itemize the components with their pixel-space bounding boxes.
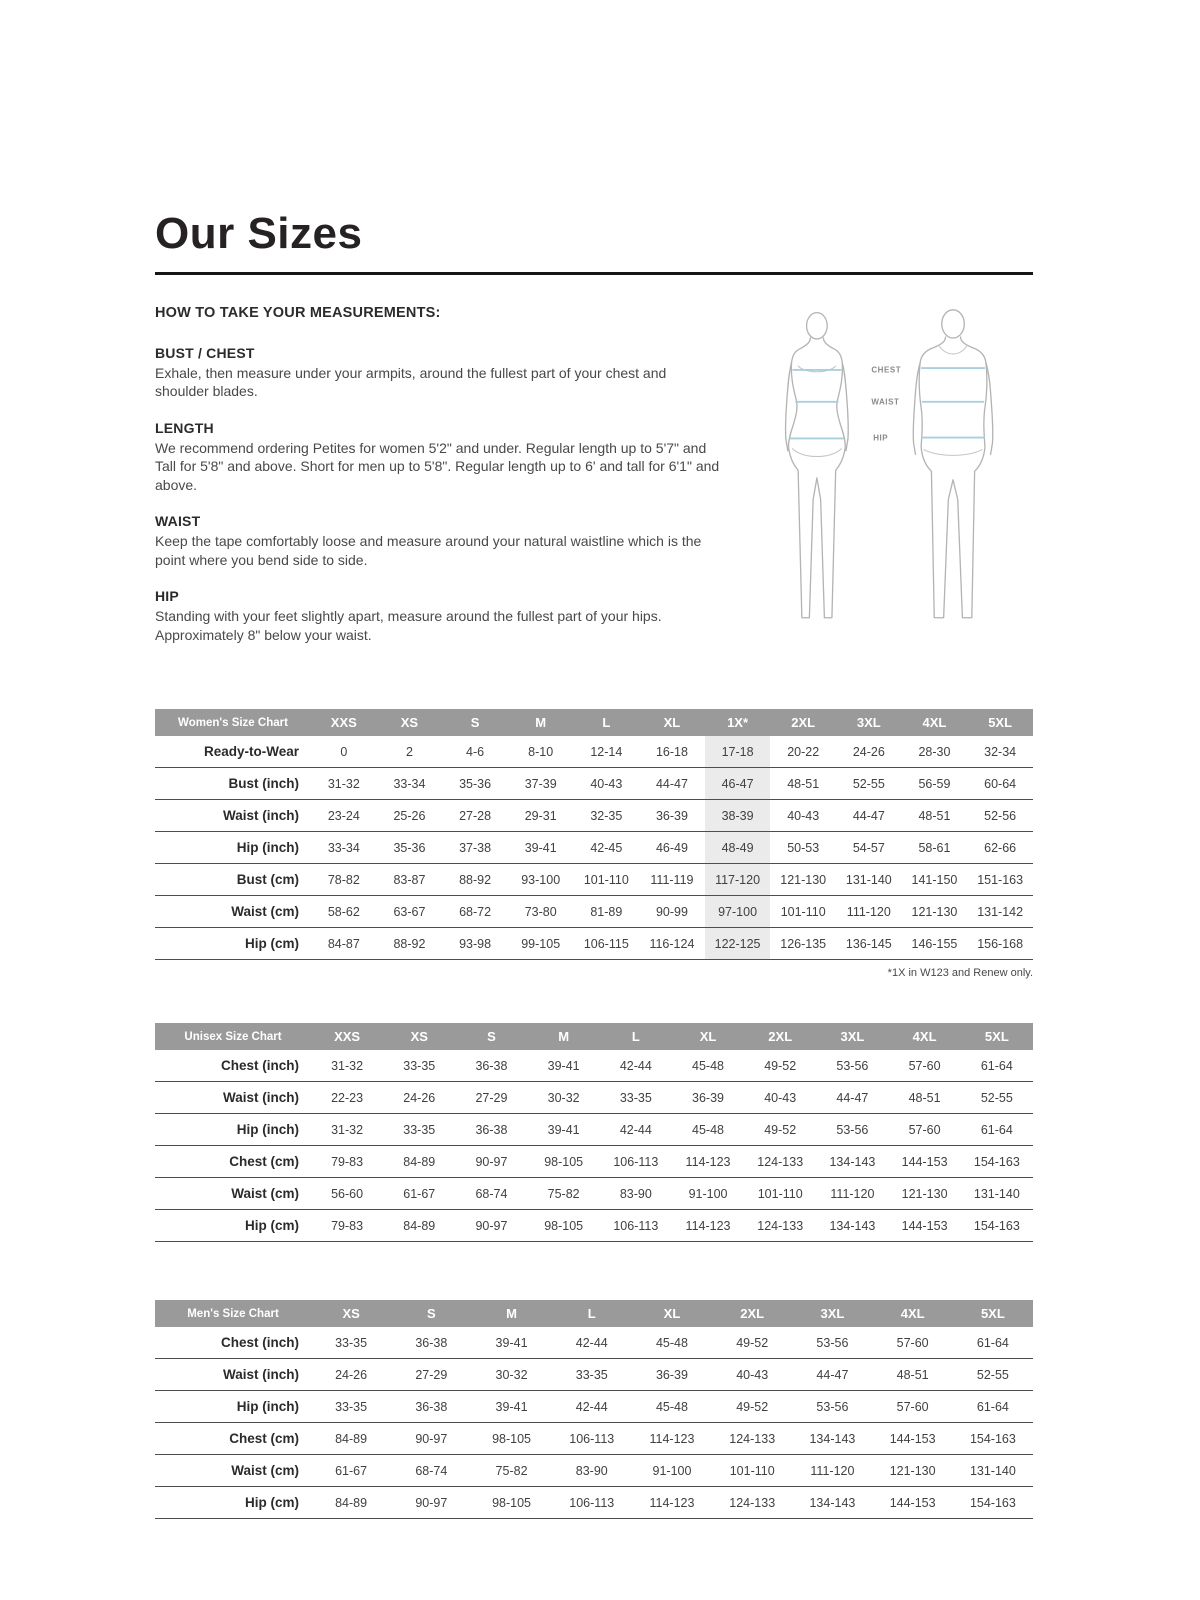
size-column-header: XL	[639, 709, 705, 736]
size-value-cell: 31-32	[327, 776, 360, 791]
measurement-instructions	[155, 305, 720, 663]
table-row	[155, 896, 1033, 928]
size-column-header: 2XL	[712, 1300, 792, 1327]
size-value-cell: 83-87	[393, 872, 426, 887]
table-row	[155, 1391, 1033, 1423]
table-row	[155, 1082, 1033, 1114]
size-value-cell: 84-89	[403, 1154, 436, 1169]
size-value-cell: 48-51	[908, 1090, 941, 1105]
size-value-cell: 97-100	[705, 896, 771, 928]
size-value-cell: 30-32	[547, 1090, 580, 1105]
size-value-cell: 42-44	[575, 1335, 608, 1350]
womens-size-chart	[155, 709, 1033, 960]
size-value-cell: 39-41	[547, 1058, 580, 1073]
size-value-cell: 33-35	[335, 1399, 368, 1414]
size-value-cell: 17-18	[705, 736, 771, 768]
size-value-cell: 40-43	[764, 1090, 797, 1105]
size-value-cell: 48-49	[705, 832, 771, 864]
size-value-cell: 61-64	[976, 1399, 1009, 1414]
size-value-cell: 124-133	[757, 1154, 804, 1169]
size-column-header: XL	[672, 1023, 744, 1050]
table-row	[155, 1487, 1033, 1519]
size-column-header: L	[574, 709, 640, 736]
size-value-cell: 134-143	[829, 1154, 876, 1169]
size-value-cell: 33-35	[403, 1122, 436, 1137]
size-value-cell: 61-64	[980, 1058, 1013, 1073]
title-divider	[155, 272, 1033, 275]
size-value-cell: 46-49	[655, 840, 688, 855]
size-value-cell: 56-59	[918, 776, 951, 791]
size-value-cell: 50-53	[787, 840, 820, 855]
bust-chest-text: Exhale, then measure under your armpits, around the fullest part of your chest and shoulder blades.	[155, 365, 667, 400]
size-value-cell: 49-52	[736, 1399, 769, 1414]
size-value-cell: 36-38	[475, 1058, 508, 1073]
row-label: Hip (inch)	[236, 1399, 299, 1415]
body-figures-illustration	[751, 307, 1033, 645]
size-value-cell: 42-44	[619, 1058, 652, 1073]
hip-label: HIP	[873, 433, 889, 443]
size-value-cell: 33-35	[619, 1090, 652, 1105]
size-value-cell: 52-56	[984, 808, 1017, 823]
male-figure-outline	[913, 310, 993, 618]
size-value-cell: 98-105	[492, 1495, 532, 1510]
size-value-cell: 54-57	[852, 840, 885, 855]
size-value-cell: 36-39	[655, 1367, 688, 1382]
measurement-section-length	[155, 420, 720, 494]
waist-heading: WAIST	[155, 513, 201, 530]
size-value-cell: 121-130	[901, 1186, 948, 1201]
size-value-cell: 44-47	[655, 776, 688, 791]
size-column-header: M	[528, 1023, 600, 1050]
size-value-cell: 114-123	[685, 1154, 731, 1169]
size-value-cell: 90-97	[475, 1154, 508, 1169]
size-value-cell: 116-124	[649, 936, 695, 951]
size-value-cell: 39-41	[547, 1122, 580, 1137]
size-column-header: S	[455, 1023, 527, 1050]
size-value-cell: 122-125	[705, 928, 771, 960]
size-value-cell: 79-83	[331, 1154, 364, 1169]
size-value-cell: 78-82	[327, 872, 360, 887]
table-header-row	[155, 1023, 1033, 1050]
size-value-cell: 144-153	[889, 1495, 936, 1510]
size-value-cell: 126-135	[780, 936, 827, 951]
size-column-header: 5XL	[961, 1023, 1033, 1050]
size-value-cell: 144-153	[901, 1218, 948, 1233]
measurement-section-waist	[155, 513, 720, 569]
size-value-cell: 91-100	[688, 1186, 728, 1201]
size-value-cell: 36-38	[415, 1399, 448, 1414]
size-column-header: XXS	[311, 709, 377, 736]
size-value-cell: 48-51	[787, 776, 820, 791]
size-value-cell: 16-18	[655, 744, 688, 759]
hip-text: Standing with your feet slightly apart, measure around the fullest part of your hips. Approximately 8" below your waist.	[155, 608, 662, 643]
table-row	[155, 1423, 1033, 1455]
size-value-cell: 24-26	[852, 744, 885, 759]
size-value-cell: 61-67	[403, 1186, 436, 1201]
size-value-cell: 8-10	[528, 744, 554, 759]
size-value-cell: 141-150	[911, 872, 958, 887]
size-value-cell: 57-60	[908, 1058, 941, 1073]
size-value-cell: 144-153	[901, 1154, 948, 1169]
row-label: Bust (inch)	[228, 776, 299, 792]
size-column-header: L	[600, 1023, 672, 1050]
size-value-cell: 36-39	[692, 1090, 725, 1105]
size-value-cell: 20-22	[787, 744, 820, 759]
size-value-cell: 151-163	[977, 872, 1024, 887]
size-value-cell: 57-60	[908, 1122, 941, 1137]
size-value-cell: 111-120	[846, 904, 891, 919]
size-value-cell: 134-143	[809, 1495, 856, 1510]
size-value-cell: 37-39	[524, 776, 557, 791]
size-value-cell: 131-140	[845, 872, 892, 887]
size-value-cell: 45-48	[655, 1335, 688, 1350]
size-value-cell: 111-119	[650, 872, 694, 887]
body-figures	[751, 307, 1033, 663]
bust-chest-heading: BUST / CHEST	[155, 345, 255, 361]
size-value-cell: 106-113	[613, 1218, 659, 1233]
size-value-cell: 156-168	[977, 936, 1024, 951]
row-label: Chest (cm)	[229, 1431, 299, 1447]
size-value-cell: 88-92	[459, 872, 492, 887]
size-value-cell: 99-105	[521, 936, 561, 951]
size-column-header: 3XL	[816, 1023, 888, 1050]
size-value-cell: 31-32	[331, 1058, 364, 1073]
row-label: Bust (cm)	[236, 872, 299, 888]
size-value-cell: 23-24	[327, 808, 360, 823]
size-value-cell: 53-56	[816, 1399, 849, 1414]
size-value-cell: 61-64	[980, 1122, 1013, 1137]
size-value-cell: 30-32	[495, 1367, 528, 1382]
size-value-cell: 68-74	[475, 1186, 508, 1201]
size-value-cell: 27-28	[459, 808, 492, 823]
size-value-cell: 25-26	[393, 808, 426, 823]
size-value-cell: 40-43	[787, 808, 820, 823]
size-value-cell: 146-155	[911, 936, 958, 951]
chest-label: CHEST	[871, 365, 902, 375]
measurement-section-bust	[155, 345, 720, 401]
hip-heading: HIP	[155, 588, 179, 605]
size-column-header: 4XL	[889, 1023, 961, 1050]
table-row	[155, 768, 1033, 800]
size-value-cell: 33-35	[403, 1058, 436, 1073]
size-column-header: XS	[377, 709, 443, 736]
size-guide-page	[155, 0, 1033, 1519]
size-value-cell: 106-113	[613, 1154, 659, 1169]
table-row	[155, 1178, 1033, 1210]
size-value-cell: 52-55	[852, 776, 885, 791]
size-value-cell: 134-143	[809, 1431, 856, 1446]
size-column-header: 1X*	[705, 709, 771, 736]
size-value-cell: 2	[405, 744, 413, 759]
size-value-cell: 27-29	[415, 1367, 448, 1382]
table-row	[155, 1359, 1033, 1391]
table-row	[155, 1114, 1033, 1146]
size-value-cell: 154-163	[969, 1495, 1016, 1510]
size-value-cell: 101-110	[780, 904, 826, 919]
size-value-cell: 24-26	[335, 1367, 368, 1382]
size-value-cell: 154-163	[969, 1431, 1016, 1446]
size-column-header: S	[391, 1300, 471, 1327]
size-value-cell: 91-100	[652, 1463, 692, 1478]
size-value-cell: 154-163	[973, 1218, 1020, 1233]
page-title: Our Sizes	[155, 209, 363, 258]
size-value-cell: 114-123	[649, 1495, 695, 1510]
size-value-cell: 106-113	[569, 1431, 615, 1446]
size-column-header: XL	[632, 1300, 712, 1327]
size-value-cell: 93-100	[521, 872, 561, 887]
size-value-cell: 38-39	[705, 800, 771, 832]
size-value-cell: 42-44	[619, 1122, 652, 1137]
size-value-cell: 61-67	[335, 1463, 368, 1478]
size-value-cell: 90-99	[655, 904, 688, 919]
size-value-cell: 84-89	[335, 1495, 368, 1510]
row-label: Hip (cm)	[245, 936, 299, 952]
size-value-cell: 29-31	[524, 808, 557, 823]
table-row	[155, 1327, 1033, 1359]
size-value-cell: 44-47	[836, 1090, 869, 1105]
size-value-cell: 73-80	[524, 904, 557, 919]
waist-label: WAIST	[871, 397, 900, 407]
unisex-size-chart	[155, 1023, 1033, 1242]
size-value-cell: 35-36	[393, 840, 426, 855]
size-value-cell: 40-43	[736, 1367, 769, 1382]
measurements-section	[155, 305, 1033, 663]
size-value-cell: 90-97	[415, 1495, 448, 1510]
size-value-cell: 83-90	[575, 1463, 608, 1478]
size-column-header: XXS	[311, 1023, 383, 1050]
size-value-cell: 68-72	[459, 904, 492, 919]
size-column-header: M	[508, 709, 574, 736]
size-value-cell: 75-82	[495, 1463, 528, 1478]
size-value-cell: 75-82	[547, 1186, 580, 1201]
size-value-cell: 57-60	[896, 1335, 929, 1350]
size-column-header: 3XL	[792, 1300, 872, 1327]
size-value-cell: 124-133	[729, 1495, 776, 1510]
size-value-cell: 45-48	[655, 1399, 688, 1414]
measurements-heading: HOW TO TAKE YOUR MEASUREMENTS:	[155, 305, 441, 321]
table-row	[155, 1050, 1033, 1082]
size-value-cell: 49-52	[764, 1058, 797, 1073]
size-value-cell: 84-89	[403, 1218, 436, 1233]
size-value-cell: 57-60	[896, 1399, 929, 1414]
size-column-header: 5XL	[967, 709, 1033, 736]
size-value-cell: 117-120	[705, 864, 771, 896]
size-value-cell: 22-23	[331, 1090, 364, 1105]
female-figure-outline	[786, 313, 849, 618]
size-value-cell: 106-113	[569, 1495, 615, 1510]
size-value-cell: 27-29	[475, 1090, 508, 1105]
row-label: Chest (cm)	[229, 1154, 299, 1170]
size-value-cell: 52-55	[976, 1367, 1009, 1382]
size-column-header: XS	[311, 1300, 391, 1327]
row-label: Hip (cm)	[245, 1495, 299, 1511]
size-value-cell: 36-38	[475, 1122, 508, 1137]
size-value-cell: 0	[340, 744, 348, 759]
row-label: Hip (cm)	[245, 1218, 299, 1234]
size-value-cell: 42-45	[590, 840, 623, 855]
size-value-cell: 56-60	[331, 1186, 364, 1201]
row-label: Waist (cm)	[231, 1186, 299, 1202]
size-value-cell: 36-39	[655, 808, 688, 823]
size-column-header: 2XL	[744, 1023, 816, 1050]
row-label: Waist (inch)	[223, 1090, 299, 1106]
table-title: Women's Size Chart	[155, 709, 311, 736]
table-row	[155, 1210, 1033, 1242]
size-value-cell: 60-64	[984, 776, 1017, 791]
size-column-header: S	[442, 709, 508, 736]
size-value-cell: 31-32	[331, 1122, 364, 1137]
size-value-cell: 106-115	[583, 936, 629, 951]
table-row	[155, 928, 1033, 960]
row-label: Waist (inch)	[223, 1367, 299, 1383]
row-label: Chest (inch)	[220, 1335, 299, 1351]
size-value-cell: 33-35	[575, 1367, 608, 1382]
size-value-cell: 131-142	[977, 904, 1024, 919]
size-value-cell: 111-120	[810, 1463, 855, 1478]
size-value-cell: 45-48	[692, 1122, 725, 1137]
size-value-cell: 83-90	[619, 1186, 652, 1201]
size-value-cell: 114-123	[685, 1218, 731, 1233]
size-value-cell: 4-6	[466, 744, 485, 759]
table-row	[155, 800, 1033, 832]
size-value-cell: 35-36	[459, 776, 492, 791]
size-value-cell: 53-56	[816, 1335, 849, 1350]
size-value-cell: 154-163	[973, 1154, 1020, 1169]
waist-text: Keep the tape comfortably loose and measure around your natural waistline which is the point where you bend side to side.	[155, 533, 702, 568]
row-label: Waist (cm)	[231, 904, 299, 920]
table-row	[155, 1146, 1033, 1178]
size-value-cell: 111-120	[830, 1186, 875, 1201]
size-value-cell: 53-56	[836, 1122, 869, 1137]
size-value-cell: 39-41	[524, 840, 557, 855]
size-value-cell: 62-66	[984, 840, 1017, 855]
table-title: Unisex Size Chart	[155, 1023, 311, 1050]
row-label: Hip (inch)	[236, 1122, 299, 1138]
length-text: We recommend ordering Petites for women 5'2" and under. Regular length up to 5'7" and Tall for 5'8" and above. Short for men up to 5'8". Regular length up to 6' and tall for 6'1" and above.	[155, 439, 720, 493]
size-value-cell: 36-38	[415, 1335, 448, 1350]
size-value-cell: 81-89	[590, 904, 623, 919]
size-value-cell: 79-83	[331, 1218, 364, 1233]
row-label: Chest (inch)	[220, 1058, 299, 1074]
size-value-cell: 45-48	[692, 1058, 725, 1073]
size-value-cell: 33-35	[335, 1335, 368, 1350]
table-title: Men's Size Chart	[155, 1300, 311, 1327]
size-value-cell: 90-97	[415, 1431, 448, 1446]
length-heading: LENGTH	[155, 419, 214, 436]
size-value-cell: 101-110	[757, 1186, 803, 1201]
size-value-cell: 32-35	[590, 808, 623, 823]
size-value-cell: 98-105	[544, 1154, 584, 1169]
size-value-cell: 121-130	[889, 1463, 936, 1478]
table-row	[155, 832, 1033, 864]
size-value-cell: 84-87	[327, 936, 360, 951]
size-value-cell: 12-14	[590, 744, 623, 759]
size-value-cell: 101-110	[583, 872, 629, 887]
size-value-cell: 33-34	[393, 776, 426, 791]
size-value-cell: 98-105	[492, 1431, 532, 1446]
size-value-cell: 68-74	[415, 1463, 448, 1478]
table-row	[155, 864, 1033, 896]
size-value-cell: 44-47	[816, 1367, 849, 1382]
size-value-cell: 101-110	[729, 1463, 775, 1478]
row-label: Hip (inch)	[236, 840, 299, 856]
size-column-header: 4XL	[873, 1300, 953, 1327]
size-value-cell: 58-62	[327, 904, 360, 919]
size-value-cell: 93-98	[459, 936, 492, 951]
table-row	[155, 736, 1033, 768]
size-column-header: XS	[383, 1023, 455, 1050]
size-column-header: M	[471, 1300, 551, 1327]
size-value-cell: 131-140	[973, 1186, 1020, 1201]
size-value-cell: 49-52	[764, 1122, 797, 1137]
row-label: Ready-to-Wear	[203, 744, 299, 760]
size-column-header: 3XL	[836, 709, 902, 736]
size-value-cell: 40-43	[590, 776, 623, 791]
size-value-cell: 48-51	[918, 808, 951, 823]
size-column-header: L	[552, 1300, 632, 1327]
size-value-cell: 98-105	[544, 1218, 584, 1233]
table-header-row	[155, 709, 1033, 736]
size-value-cell: 28-30	[918, 744, 951, 759]
size-column-header: 2XL	[770, 709, 836, 736]
size-value-cell: 52-55	[980, 1090, 1013, 1105]
size-value-cell: 46-47	[705, 768, 771, 800]
size-value-cell: 53-56	[836, 1058, 869, 1073]
row-label: Waist (cm)	[231, 1463, 299, 1479]
size-value-cell: 88-92	[393, 936, 426, 951]
size-value-cell: 84-89	[335, 1431, 368, 1446]
size-value-cell: 136-145	[845, 936, 892, 951]
size-value-cell: 49-52	[736, 1335, 769, 1350]
size-value-cell: 37-38	[459, 840, 492, 855]
size-value-cell: 61-64	[976, 1335, 1009, 1350]
size-value-cell: 44-47	[852, 808, 885, 823]
size-column-header: 4XL	[902, 709, 968, 736]
size-value-cell: 124-133	[729, 1431, 776, 1446]
size-value-cell: 114-123	[649, 1431, 695, 1446]
size-value-cell: 42-44	[575, 1399, 608, 1414]
table-row	[155, 1455, 1033, 1487]
size-value-cell: 131-140	[969, 1463, 1016, 1478]
size-value-cell: 48-51	[896, 1367, 929, 1382]
size-column-header: 5XL	[953, 1300, 1033, 1327]
size-value-cell: 124-133	[757, 1218, 804, 1233]
size-value-cell: 58-61	[918, 840, 951, 855]
size-value-cell: 32-34	[984, 744, 1017, 759]
womens-chart-footnote: *1X in W123 and Renew only.	[887, 967, 1033, 980]
size-value-cell: 121-130	[911, 904, 958, 919]
mens-size-chart	[155, 1300, 1033, 1519]
size-value-cell: 134-143	[829, 1218, 876, 1233]
measurement-section-hip	[155, 588, 720, 644]
size-value-cell: 90-97	[475, 1218, 508, 1233]
size-value-cell: 39-41	[495, 1335, 528, 1350]
size-value-cell: 63-67	[393, 904, 426, 919]
size-value-cell: 144-153	[889, 1431, 936, 1446]
row-label: Waist (inch)	[223, 808, 299, 824]
size-value-cell: 39-41	[495, 1399, 528, 1414]
size-value-cell: 24-26	[403, 1090, 436, 1105]
size-value-cell: 33-34	[327, 840, 360, 855]
size-value-cell: 121-130	[780, 872, 827, 887]
table-header-row	[155, 1300, 1033, 1327]
